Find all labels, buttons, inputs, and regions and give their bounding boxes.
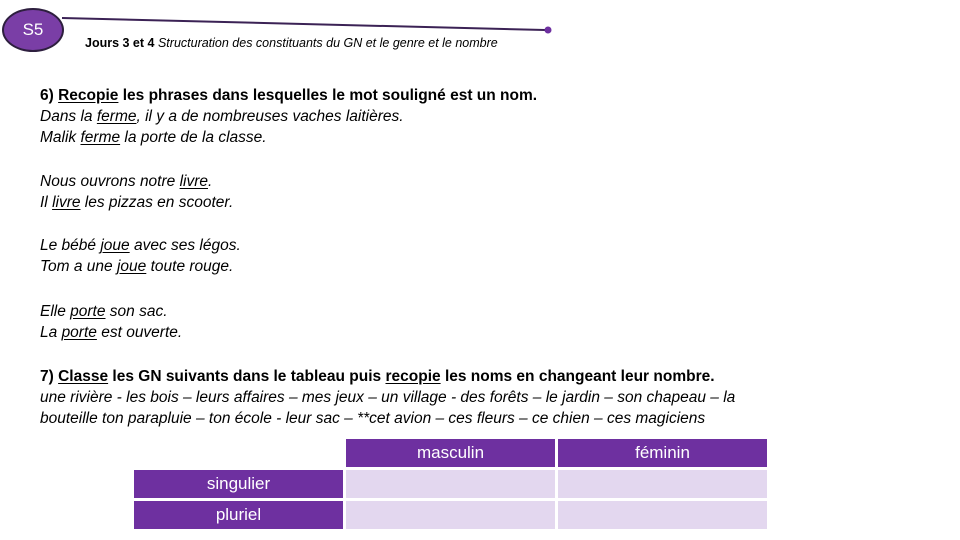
- exercise-7-verb-recopie: recopie: [385, 368, 441, 385]
- cell-singulier-masculin[interactable]: [346, 470, 555, 498]
- header-days: Jours 3 et 4: [85, 36, 155, 50]
- gn-list-line-1: une rivière - les bois – leurs affaires – mes jeux – un village - des forêts – le jardin – son chapeau – la: [40, 389, 736, 406]
- header-arrow-line: [0, 0, 960, 60]
- sentence: Malik ferme la porte de la classe.: [40, 129, 267, 146]
- lesson-header: [85, 36, 498, 50]
- row-header-singulier: singulier: [134, 470, 343, 498]
- column-header-masculin: masculin: [346, 439, 555, 467]
- exercise-7-instruction: [40, 366, 715, 387]
- sentence: La porte est ouverte.: [40, 324, 183, 341]
- exercise-7-verb-classe: Classe: [58, 368, 109, 385]
- exercise-6-text: les phrases dans lesquelles le mot souligné est un nom.: [122, 87, 538, 104]
- column-header-feminin: féminin: [558, 439, 767, 467]
- cell-pluriel-feminin[interactable]: [558, 501, 767, 529]
- session-badge-label: S5: [22, 20, 44, 39]
- cell-pluriel-masculin[interactable]: [346, 501, 555, 529]
- cell-singulier-feminin[interactable]: [558, 470, 767, 498]
- exercise-7-text-end: les noms en changeant leur nombre.: [444, 368, 715, 385]
- gn-list-line-2: bouteille ton parapluie – ton école - leur sac – **cet avion – ces fleurs – ce chien – ces magiciens: [40, 410, 706, 427]
- exercise-7-text: les GN suivants dans le tableau puis: [112, 368, 382, 385]
- exercise-7-number: 7): [40, 368, 54, 385]
- exercise-6-number: 6): [40, 87, 54, 104]
- header-topic: Structuration des constituants du GN et le genre et le nombre: [157, 36, 498, 50]
- sentence: Elle porte son sac.: [40, 303, 168, 320]
- sentence: Tom a une joue toute rouge.: [40, 258, 234, 275]
- sentence: Il livre les pizzas en scooter.: [40, 194, 234, 211]
- exercise-6-verb: Recopie: [58, 87, 119, 104]
- sentence: Le bébé joue avec ses légos.: [40, 237, 241, 254]
- table-corner: [134, 439, 343, 467]
- sentence: Dans la ferme, il y a de nombreuses vaches laitières.: [40, 108, 404, 125]
- row-header-pluriel: pluriel: [134, 501, 343, 529]
- classification-table: [131, 436, 770, 532]
- exercise-6-instruction: [40, 85, 537, 106]
- sentence: Nous ouvrons notre livre.: [40, 173, 213, 190]
